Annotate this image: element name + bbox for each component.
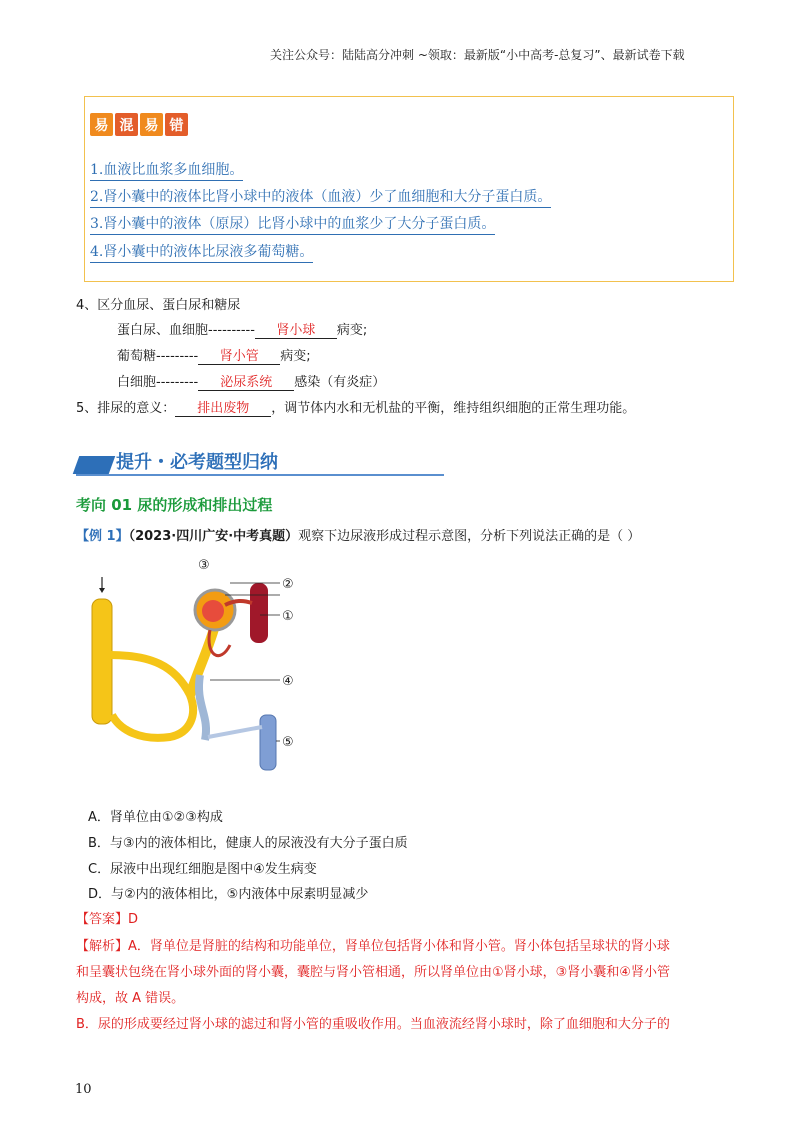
badge: 错 (165, 113, 188, 136)
arrow-head (99, 588, 105, 593)
header-note: 关注公众号：陆陆高分冲刺 ~领取：最新版“小中高考-总复习”、最新试卷下载 (270, 48, 685, 62)
point-4-title: 4、区分血尿、蛋白尿和糖尿 (76, 298, 241, 313)
tip-item: 2.肾小囊中的液体比肾小球中的液体（血液）少了血细胞和大分子蛋白质。 (90, 186, 551, 208)
analysis-line: B．尿的形成要经过肾小球的滤过和肾小管的重吸收作用。当血液流经肾小球时，除了血细胞和大分子的 (76, 1017, 670, 1032)
example-source: （2023·四川广安·中考真题） (128, 529, 299, 544)
badge: 易 (90, 113, 113, 136)
banner-title: 提升・必考题型归纳 (116, 452, 278, 473)
row-prefix: 白细胞--------- (117, 375, 199, 390)
section-title: 考向 01 尿的形成和排出过程 (76, 496, 273, 514)
answer: 【答案】D (76, 912, 139, 927)
row-suffix: 病变; (336, 323, 368, 338)
afferent-arteriole (225, 601, 252, 605)
diagram-label: ② (282, 577, 294, 592)
badge: 易 (140, 113, 163, 136)
row-suffix: ，调节体内水和无机盐的平衡，维持组织细胞的正常生理功能。 (271, 401, 636, 416)
point-row-2 (117, 345, 311, 365)
tip-item: 1.血液比血浆多血细胞。 (90, 159, 243, 181)
collecting-duct (92, 599, 112, 724)
row-prefix: 5、排尿的意义： (76, 401, 176, 416)
tip-badges (90, 113, 188, 136)
loop-of-henle (110, 655, 193, 738)
renal-vein (260, 715, 276, 770)
option-d: D．与②内的液体相比，⑤内液体中尿素明显减少 (88, 887, 369, 902)
diagram-label: ① (282, 609, 294, 624)
answer-blank: 肾小管 (198, 345, 280, 365)
point-row-1 (117, 319, 367, 339)
analysis-line: 【解析】A．肾单位是肾脏的结构和功能单位，肾单位包括肾小体和肾小管。肾小体包括呈球状的肾小球 (76, 939, 670, 954)
glomerulus (202, 600, 224, 622)
option-c: C．尿液中出现红细胞是图中④发生病变 (88, 862, 317, 877)
diagram-label: ④ (282, 674, 294, 689)
tip-item: 3.肾小囊中的液体（原尿）比肾小球中的血浆少了大分子蛋白质。 (90, 213, 495, 235)
option-b: B．与③内的液体相比，健康人的尿液没有大分子蛋白质 (88, 836, 408, 851)
urine-formation-diagram (80, 555, 310, 775)
answer-blank: 泌尿系统 (198, 371, 294, 391)
vein-branch (208, 727, 262, 737)
badge: 混 (115, 113, 138, 136)
answer-blank: 排出废物 (175, 397, 271, 417)
example-question (76, 525, 640, 544)
analysis-line: 构成，故 A 错误。 (76, 991, 185, 1006)
analysis-line: 和呈囊状包绕在肾小球外面的肾小囊，囊腔与肾小管相通，所以肾单位由①肾小球，③肾小囊和④肾小管 (76, 965, 670, 980)
option-a: A．肾单位由①②③构成 (88, 810, 223, 825)
row-suffix: 感染（有炎症） (294, 375, 386, 390)
page-number: 10 (75, 1082, 92, 1097)
row-prefix: 葡萄糖--------- (117, 349, 199, 364)
row-prefix: 蛋白尿、血细胞---------- (117, 323, 255, 338)
renal-artery (250, 583, 268, 643)
example-text: 观察下边尿液形成过程示意图，分析下列说法正确的是（ ） (298, 529, 641, 544)
diagram-label: ⑤ (282, 735, 294, 750)
diagram-label: ③ (198, 558, 210, 573)
example-label: 【例 1】 (76, 529, 129, 544)
banner-bar (73, 456, 116, 474)
tip-item: 4.肾小囊中的液体比尿液多葡萄糖。 (90, 241, 313, 263)
answer-blank: 肾小球 (255, 319, 337, 339)
point-row-3 (117, 371, 385, 391)
tubule-capillary (199, 675, 206, 740)
row-suffix: 病变; (280, 349, 311, 364)
point-5 (76, 397, 635, 417)
